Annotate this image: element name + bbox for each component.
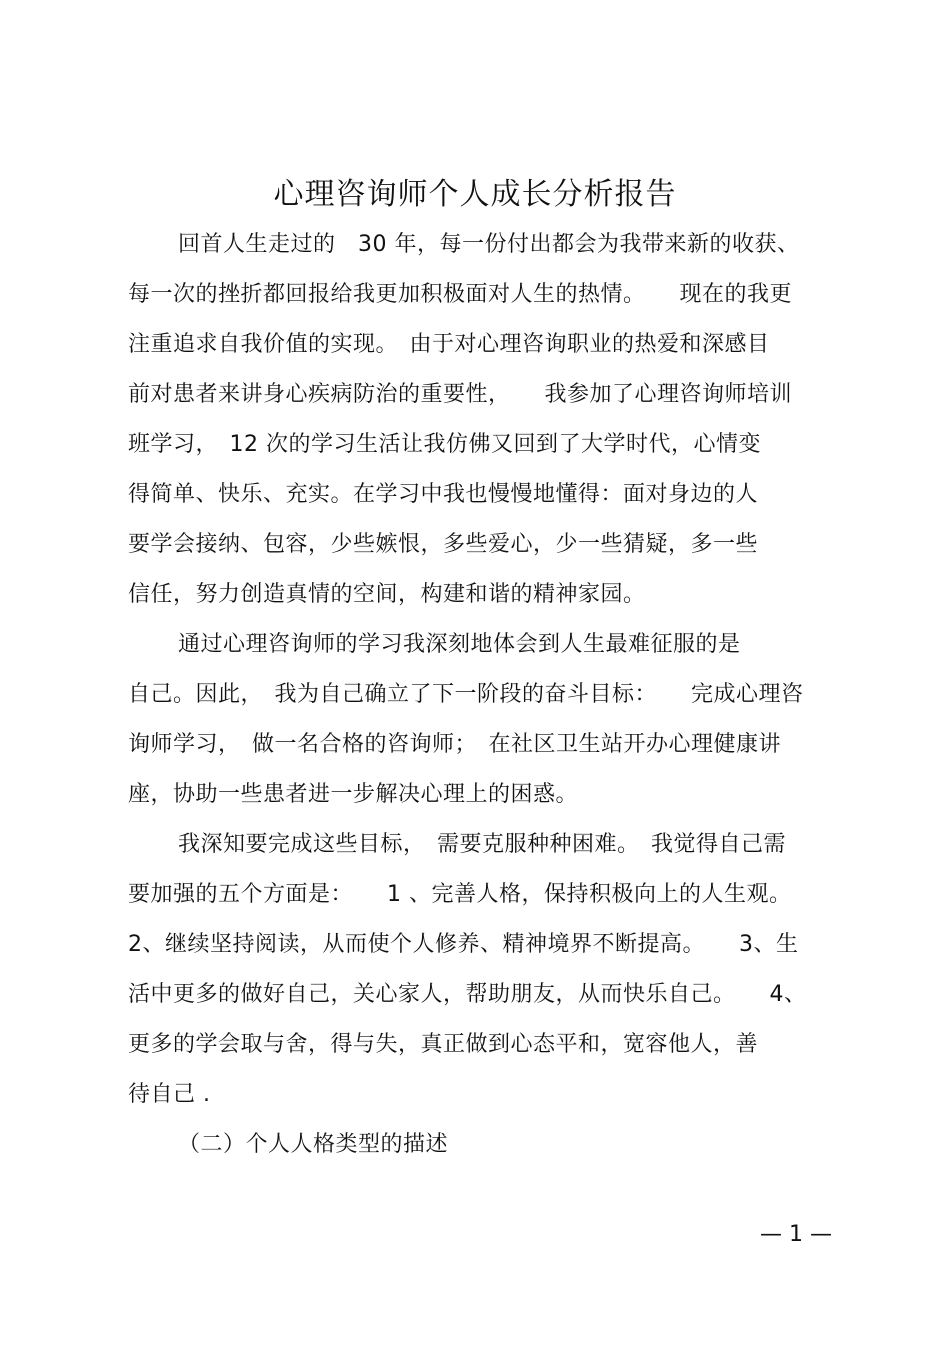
paragraph-line: 注重追求自我价值的实现。 由于对心理咨询职业的热爱和深感目 xyxy=(128,332,770,357)
section-heading: （二）个人人格类型的描述 xyxy=(178,1132,449,1157)
paragraph-line: 2、继续坚持阅读，从而使个人修养、精神境界不断提高。 3、生 xyxy=(128,932,799,957)
paragraph-line: 待自己 . xyxy=(128,1082,211,1107)
paragraph-line: 每一次的挫折都回报给我更加积极面对人生的热情。 现在的我更 xyxy=(128,282,793,307)
paragraph-line: 前对患者来讲身心疾病防治的重要性， 我参加了心理咨询师培训 xyxy=(128,382,793,407)
paragraph-line: 询师学习， 做一名合格的咨询师； 在社区卫生站开办心理健康讲 xyxy=(128,732,782,757)
paragraph-line: 信任，努力创造真情的空间，构建和谐的精神家园。 xyxy=(128,582,646,607)
paragraph-line: 通过心理咨询师的学习我深刻地体会到人生最难征服的是 xyxy=(178,632,741,657)
paragraph-line: 更多的学会取与舍，得与失，真正做到心态平和，宽容他人，善 xyxy=(128,1032,759,1057)
paragraph-line: 活中更多的做好自己，关心家人，帮助朋友，从而快乐自己。 4、 xyxy=(128,982,807,1007)
paragraph-line: 我深知要完成这些目标， 需要克服种种困难。 我觉得自己需 xyxy=(178,832,787,857)
paragraph-line: 座，协助一些患者进一步解决心理上的困惑。 xyxy=(128,782,579,807)
paragraph-line: 得简单、快乐、充实。在学习中我也慢慢地懂得：面对身边的人 xyxy=(128,482,759,507)
document-title: 心理咨询师个人成长分析报告 xyxy=(273,177,677,212)
paragraph-line: 要学会接纳、包容，少些嫉恨，多些爱心，少一些猜疑，多一些 xyxy=(128,532,759,557)
paragraph-line: 自己。因此， 我为自己确立了下一阶段的奋斗目标： 完成心理咨 xyxy=(128,682,804,707)
paragraph-line: 要加强的五个方面是： 1 、完善人格，保持积极向上的人生观。 xyxy=(128,882,792,907)
paragraph-line: 班学习， 12 次的学习生活让我仿佛又回到了大学时代，心情变 xyxy=(128,432,761,457)
paragraph-line: 回首人生走过的 30 年，每一份付出都会为我带来新的收获、 xyxy=(178,232,800,257)
page-number: — 1 — xyxy=(760,1222,832,1247)
